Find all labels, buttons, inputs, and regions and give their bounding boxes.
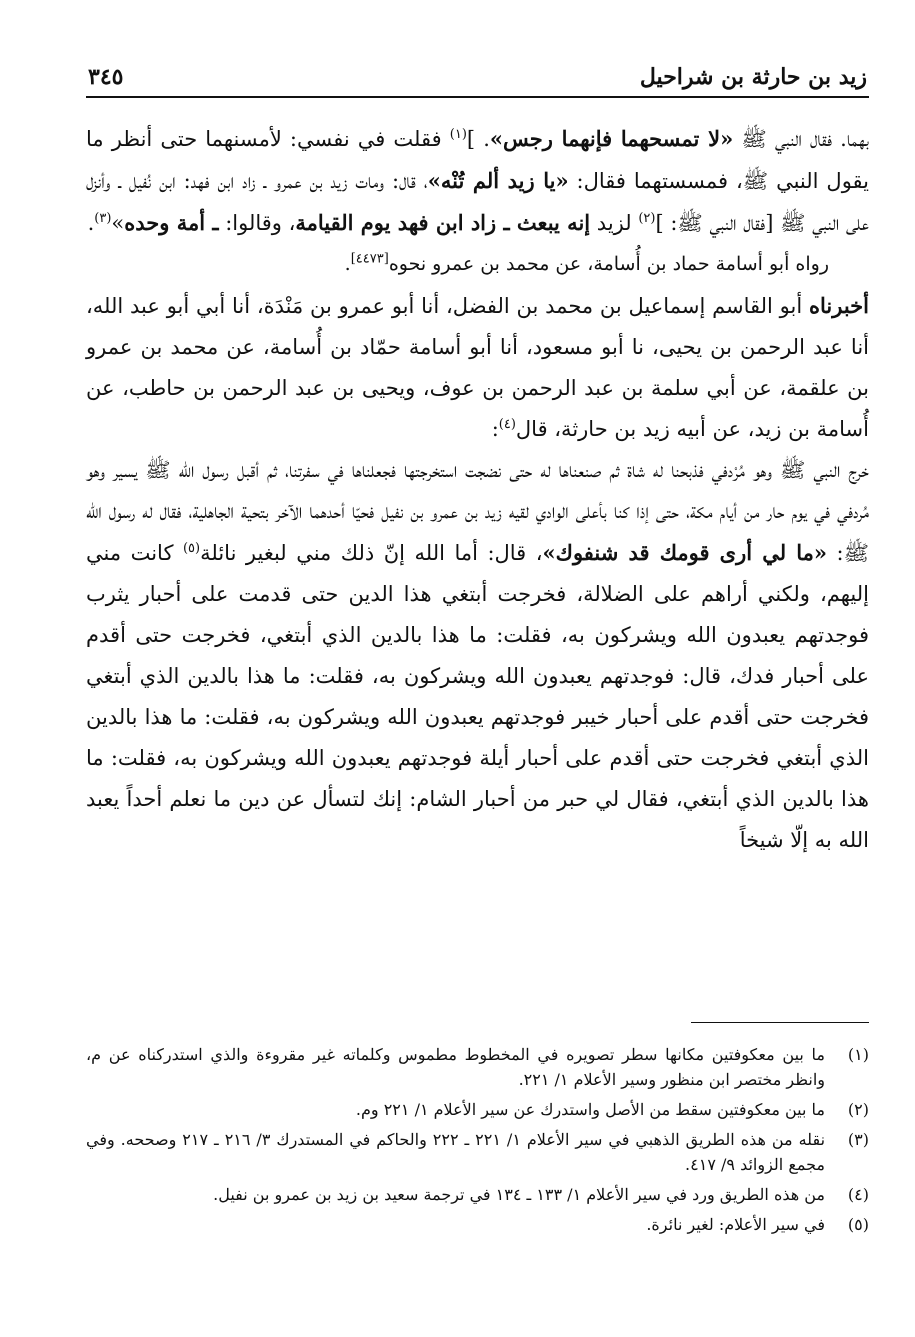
footnote-number: (١) (847, 1045, 869, 1064)
paragraph-4 (86, 450, 869, 861)
footnotes (86, 1042, 869, 1242)
page-number: ٣٤٥ (88, 64, 124, 90)
text-run: . ] (466, 127, 490, 151)
text-run: . (87, 211, 95, 235)
text-run: » (111, 211, 125, 235)
footnote-number: (٤) (847, 1185, 869, 1204)
footnote-ref: (٥) (182, 541, 201, 556)
paragraph-3 (86, 285, 869, 450)
hadith-quote: «ما لي أرى قومك قد شنفوك» (542, 540, 828, 565)
hadith-quote: ـ أمة وحده (124, 210, 219, 235)
paragraph-lead: أخبرناه (809, 293, 869, 318)
text-run: ، قال: أما الله إنّ ذلك مني لبغير نائلة (200, 541, 543, 565)
footnote (86, 1182, 869, 1207)
text-run: أبو القاسم إسماعيل بن محمد بن الفضل، أنا أبو عمرو بن مَنْدَة، أنا أبي أبو عبد الله، أنا عبد الرحمن بن يحيى، نا أبو مسعود، أنا أبو أسامة حمّاد بن أُسامة، عن محمد بن عمرو بن علقمة، عن أبي سلمة بن عبد الرحمن بن عوف، ويحيى بن عبد الرحمن بن حاطب، عن أُسامة بن زيد، عن أبيه زيد بن حارثة، قال (86, 294, 869, 441)
footnote (86, 1212, 869, 1237)
footnote (86, 1127, 869, 1177)
footnote-number: (٢) (847, 1100, 869, 1119)
reference-number: [٤٤٧٣] (350, 251, 389, 267)
footnote (86, 1042, 869, 1092)
footnote (86, 1097, 869, 1122)
footnote-number: (٣) (847, 1130, 869, 1149)
text-run: رواه أبو أسامة حماد بن أُسامة، عن محمد بن عمرو نحوه (388, 253, 829, 275)
hadith-quote: «لا تمسحهما فإنهما رجس» (489, 126, 734, 151)
footnote-ref: (٣) (94, 211, 112, 226)
text-run: : (491, 417, 499, 441)
footnote-text: من هذه الطريق ورد في سير الأعلام ١/ ١٣٣ ـ ١٣٤ في ترجمة سعيد بن زيد بن عمرو بن نفيل. (213, 1185, 825, 1204)
header-rule (86, 96, 869, 98)
hadith-quote: «يا زيد ألم تُنْه» (427, 168, 569, 193)
text-run: . (344, 253, 351, 275)
main-text (86, 118, 869, 861)
footnote-ref: (١) (449, 127, 467, 142)
text-run: خرج النبي ﷺ وهو مُرْدفي فذبحنا له شاة ثم صنعناها له حتى نضجت استخرجتها فجعلناها في سفرتنا، ثم أقبل رسول الله ﷺ يسير وهو مُردفي في يوم حار من أيام مكة، حتى إذا كنا بأعلى الوادي لقيه زيد بن عمرو بن نفيل فحيّا أحدهما الآخر بتحية الجاهلية، فقال له رسول الله ﷺ: (86, 458, 869, 565)
paragraph-1 (86, 118, 869, 244)
text-run: كانت مني إليهم، ولكني أراهم على الضلالة، فخرجت أبتغي هذا الدين حتى قدمت على أحبار يثرب فوجدتهم يعبدون الله ويشركون به، فقلت: ما هذا بالدين الذي أبتغي، فخرجت حتى أقدم على أحبار فدك، قال: فوجدتهم يعبدون الله ويشركون به، فقلت: ما هذا بالدين الذي أبتغي فخرجت حتى أقدم على أحبار خيبر فوجدتهم يعبدون الله ويشركون به، فقلت: ما هذا بالدين الذي أبتغي فخرجت حتى أقدم على أحبار أيلة فوجدتهم يعبدون الله ويشركون به، فقلت: ما هذا بالدين الذي أبتغي، فقال لي حبر من أحبار الشام: إنك لتسأل عن دين ما نعلم أحداً يعبد الله به إلّا شيخاً (86, 541, 870, 852)
text-run: بهما. فقال النبي ﷺ (733, 127, 869, 151)
paragraph-2 (86, 244, 869, 285)
text-run: ، قال: ومات زيد بن عمرو ـ زاد ابن فهد: ابن نُفيل ـ وأنزل على النبي ﷺ [فقال النبي ﷺ: ] (86, 169, 869, 235)
footnote-ref: (٤) (498, 417, 516, 432)
text-run: فقلت في نفسي: لأمسنهما حتى أنظر ما يقول النبي ﷺ، فمسستهما فقال: (86, 127, 870, 193)
footnote-text: ما بين معكوفتين سقط من الأصل واستدرك عن سير الأعلام ١/ ٢٢١ وم. (355, 1100, 825, 1119)
text-run: لزيد (590, 211, 639, 235)
footnote-ref: (٢) (638, 211, 656, 226)
running-title: زيد بن حارثة بن شراحيل (639, 64, 867, 90)
footnote-text: في سير الأعلام: لغير نائرة. (646, 1215, 825, 1234)
footnote-separator (691, 1022, 869, 1023)
page-header (88, 56, 867, 90)
footnote-text: ما بين معكوفتين مكانها سطر تصويره في المخطوط مطموس وكلماته غير مقروءة والذي استدركناه عن م، وانظر مختصر ابن منظور وسير الأعلام ١/ ٢٢١. (86, 1045, 825, 1089)
footnote-number: (٥) (847, 1215, 869, 1234)
hadith-quote: إنه يبعث ـ زاد ابن فهد يوم القيامة (295, 210, 591, 235)
text-run: ، وقالوا: (218, 211, 296, 235)
footnote-text: نقله من هذه الطريق الذهبي في سير الأعلام ١/ ٢٢١ ـ ٢٢٢ والحاكم في المستدرك ٣/ ٢١٦ ـ ٢١٧ وصححه. وفي مجمع الزوائد ٩/ ٤١٧. (86, 1130, 826, 1174)
